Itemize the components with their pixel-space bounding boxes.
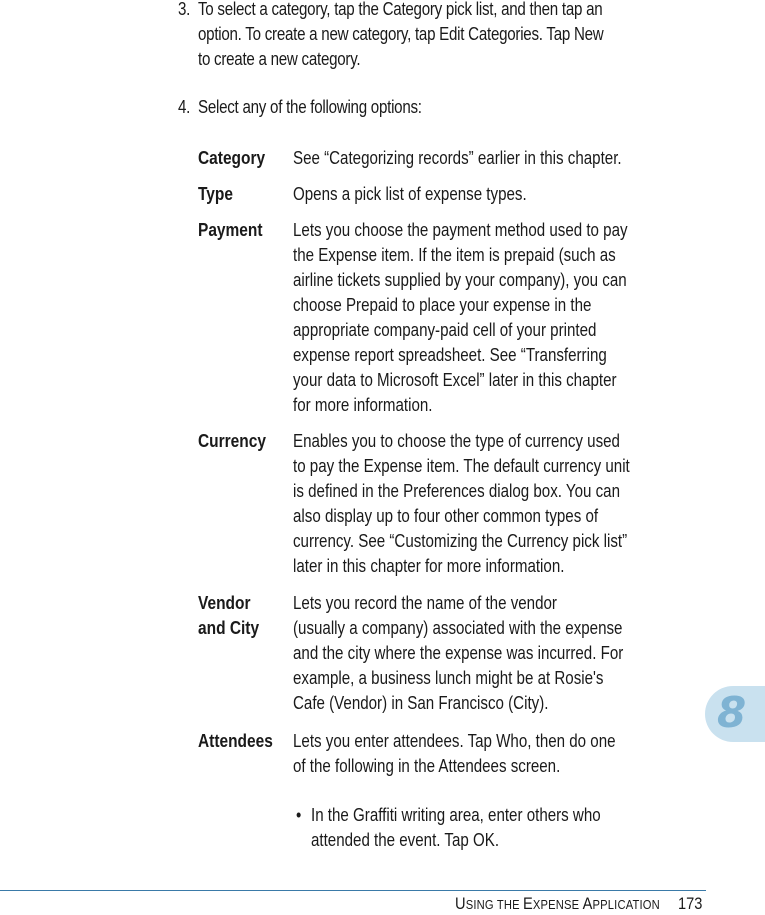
text-line: example, a business lunch might be at Rosie's — [293, 668, 604, 688]
text-line: expense report spreadsheet. See “Transferring — [293, 345, 607, 365]
text-line: is defined in the Preferences dialog box. You can — [293, 481, 620, 501]
option-term-type: Type — [198, 184, 233, 204]
option-term-currency: Currency — [198, 431, 266, 451]
text-line: (usually a company) associated with the expense — [293, 618, 623, 638]
text-line: also display up to four other common types of — [293, 506, 599, 526]
option-term-attendees: Attendees — [198, 731, 273, 751]
text-line: later in this chapter for more information. — [293, 556, 565, 576]
step-number: 3. — [178, 0, 191, 19]
bullet-text — [311, 803, 711, 853]
text-line: for more information. — [293, 395, 433, 415]
text-line: Opens a pick list of expense types. — [293, 184, 527, 204]
option-term-payment: Payment — [198, 220, 263, 240]
text-line: your data to Microsoft Excel” later in this chapter — [293, 370, 617, 390]
option-term-category: Category — [198, 148, 266, 168]
text-line: to create a new category. — [198, 49, 361, 69]
text-line: option. To create a new category, tap Edit Categories. Tap New — [198, 24, 604, 44]
bullet-symbol: • — [296, 805, 302, 825]
text-line: appropriate company-paid cell of your printed — [293, 320, 597, 340]
option-desc-attendees — [293, 729, 677, 779]
option-desc-vendor-and-city — [293, 591, 686, 716]
option-desc-payment — [293, 218, 691, 418]
text-line: of the following in the Attendees screen. — [293, 756, 561, 776]
running-footer-title: USING THE EXPENSE APPLICATION — [455, 894, 660, 913]
text-line: airline tickets supplied by your company), you can — [293, 270, 627, 290]
text-line: and the city where the expense was incurred. For — [293, 643, 624, 663]
option-desc-category — [293, 146, 684, 171]
text-line: attended the event. Tap OK. — [311, 830, 500, 850]
text-line: to pay the Expense item. The default currency unit — [293, 456, 630, 476]
text-line: In the Graffiti writing area, enter others who — [311, 805, 601, 825]
text-line: Select any of the following options: — [198, 97, 422, 117]
text-line: choose Prepaid to place your expense in the — [293, 295, 592, 315]
step-number: 4. — [178, 97, 191, 117]
text-line: currency. See “Customizing the Currency pick list” — [293, 531, 628, 551]
page-number: 173 — [678, 894, 703, 913]
option-term-vendor-and-city: Vendor and City — [198, 593, 260, 638]
chapter-number: 8 — [717, 688, 747, 737]
step-text — [198, 95, 698, 120]
text-line: Enables you to choose the type of currency used — [293, 431, 620, 451]
footer-rule — [0, 890, 706, 891]
step-text — [198, 0, 698, 72]
text-line: Lets you choose the payment method used to pay — [293, 220, 628, 240]
text-line: Lets you record the name of the vendor — [293, 593, 557, 613]
text-line: Lets you enter attendees. Tap Who, then do one — [293, 731, 616, 751]
chapter-tab — [705, 686, 765, 742]
text-line: See “Categorizing records” earlier in this chapter. — [293, 148, 622, 168]
text-line: To select a category, tap the Category pick list, and then tap an — [198, 0, 603, 19]
text-line: the Expense item. If the item is prepaid (such as — [293, 245, 616, 265]
option-desc-currency — [293, 429, 694, 579]
option-desc-type — [293, 182, 571, 207]
text-line: Cafe (Vendor) in San Francisco (City). — [293, 693, 549, 713]
